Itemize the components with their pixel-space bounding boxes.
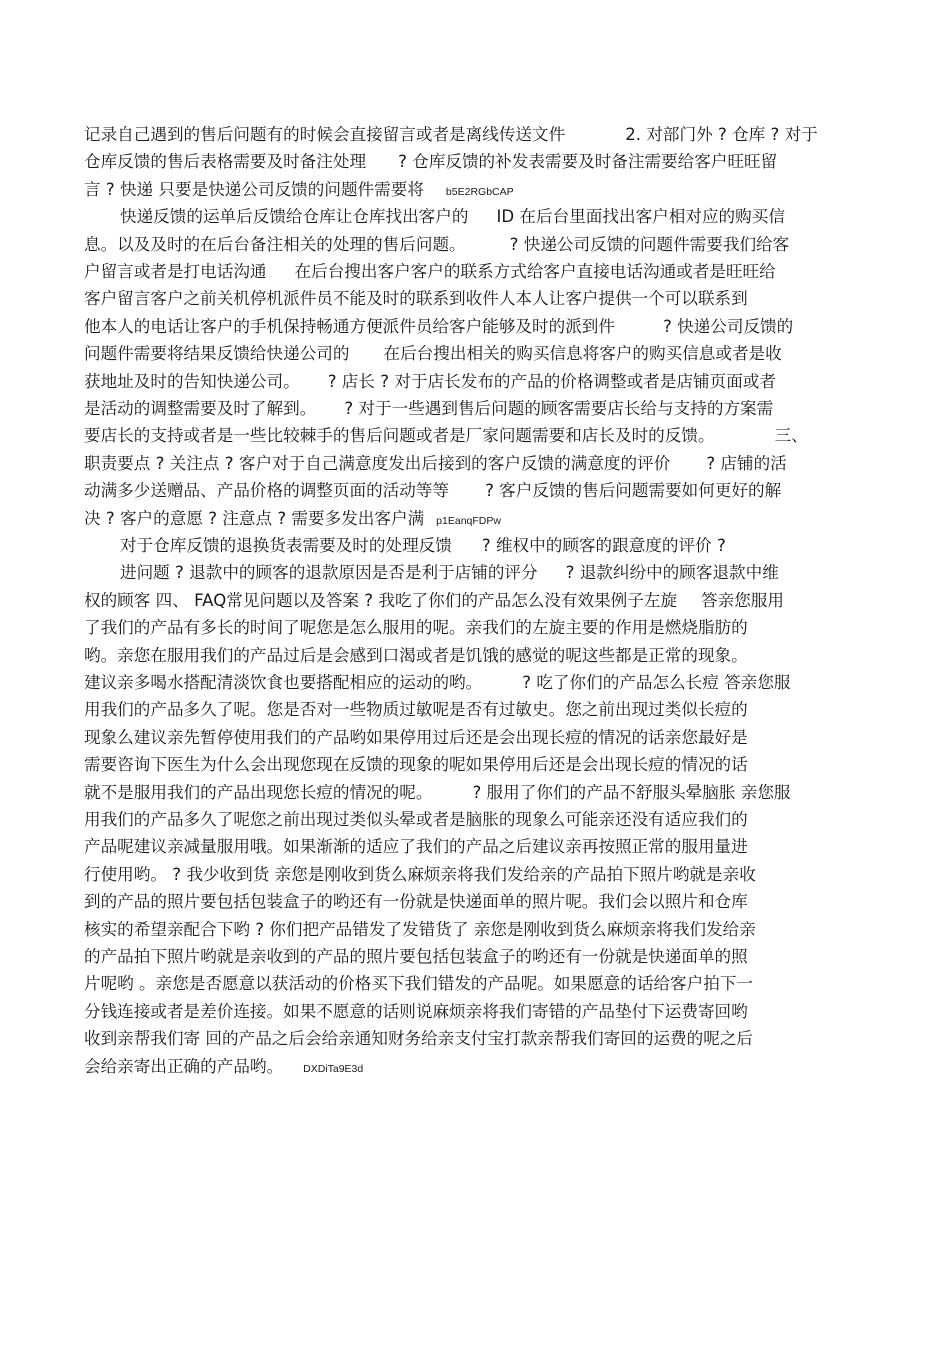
- text-line: [84, 861, 756, 888]
- text-line: [84, 751, 748, 778]
- text-line: [84, 121, 818, 148]
- text-line: [84, 943, 748, 970]
- document-code: p1EanqFDPw: [436, 514, 501, 527]
- text-line: [84, 779, 791, 806]
- text-segment: ? 客户反馈的售后问题需要如何更好的解: [485, 481, 782, 501]
- text-segment: 分钱连接或者是差价连接。如果不愿意的话则说麻烦亲将我们寄错的产品垫付下运费寄回哟: [84, 1001, 748, 1021]
- text-segment: ? 退款纠纷中的顾客退款中维: [565, 563, 779, 583]
- text-segment: 三、: [774, 426, 808, 446]
- text-line: [84, 806, 748, 833]
- text-line: [84, 231, 789, 258]
- text-line: [84, 395, 773, 422]
- text-line: [84, 258, 776, 285]
- text-segment: 核实的希望亲配合下哟 ? 你们把产品错发了发错货了 亲您是刚收到货么麻烦亲将我们发给亲: [84, 919, 756, 939]
- text-segment: ? 吃了你们的产品怎么长痘 答亲您服: [522, 673, 791, 692]
- text-segment: ID 在后台里面找出客户相对应的购买信: [496, 207, 785, 227]
- text-line: [84, 148, 777, 175]
- text-segment: 在后台搜出客户客户的联系方式给客户直接电话沟通或者是旺旺给: [294, 262, 776, 281]
- text-line: [84, 998, 748, 1025]
- text-segment: 户留言或者是打电话沟通: [84, 262, 267, 281]
- text-segment: 的产品拍下照片哟就是亲收到的产品的照片要包括包装盒子的哟还有一份就是快递面单的照: [84, 947, 748, 966]
- text-segment: 仓库反馈的售后表格需要及时备注处理: [84, 152, 367, 172]
- text-segment: 产品呢建议亲减量服用哦。如果渐渐的适应了我们的产品之后建议亲再按照正常的服用量进: [84, 837, 748, 857]
- text-segment: ? 对于一些遇到售后问题的顾客需要店长给与支持的方案需: [344, 399, 774, 418]
- text-segment: ? 服用了你们的产品不舒服头晕脑胀 亲您服: [472, 782, 791, 802]
- text-line: [84, 587, 784, 614]
- text-segment: 会给亲寄出正确的产品哟。: [84, 1056, 284, 1076]
- text-segment: 要店长的支持或者是一些比较棘手的售后问题或者是厂家问题需要和店长及时的反馈。: [84, 426, 715, 446]
- text-line: [84, 422, 808, 449]
- text-segment: 记录自己遇到的售后问题有的时候会直接留言或者是离线传送文件: [84, 125, 566, 144]
- text-segment: ? 快递公司反馈的问题件需要我们给客: [509, 234, 790, 254]
- text-segment: 权的顾客 四、 FAQ常见问题以及答案 ? 我吃了你们的产品怎么没有效果例子左旋: [84, 590, 678, 610]
- text-segment: 职责要点 ? 关注点 ? 客户对于自己满意度发出后接到的客户反馈的满意度的评价: [84, 453, 671, 473]
- text-line: [84, 368, 776, 395]
- text-line: [84, 313, 793, 340]
- text-line: [120, 559, 779, 586]
- text-line: [84, 285, 748, 312]
- text-segment: 片呢哟 。亲您是否愿意以获活动的价格买下我们错发的产品呢。如果愿意的话给客户拍下一: [84, 974, 754, 994]
- text-line: [84, 888, 748, 915]
- text-segment: 进问题 ? 退款中的顾客的退款原因是否是利于店铺的评分: [120, 563, 538, 583]
- text-segment: 答亲您服用: [701, 590, 785, 610]
- text-line: [120, 203, 785, 230]
- text-segment: 言 ? 快递 只要是快递公司反馈的问题件需要将: [84, 179, 424, 199]
- text-line: [84, 970, 753, 997]
- text-segment: ? 快递公司反馈的: [663, 316, 794, 336]
- text-line: [84, 1053, 363, 1083]
- document-code: b5E2RGbCAP: [445, 185, 514, 198]
- text-line: [84, 1025, 753, 1052]
- text-segment: 客户留言客户之前关机停机派件员不能及时的联系到收件人本人让客户提供一个可以联系到: [84, 289, 748, 309]
- text-segment: 用我们的产品多久了呢。您是否对一些物质过敏呢是否有过敏史。您之前出现过类似长痘的: [84, 700, 748, 720]
- text-segment: 到的产品的照片要包括包装盒子的哟还有一份就是快递面单的照片呢。我们会以照片和仓库: [84, 892, 748, 912]
- text-segment: ? 店长 ? 对于店长发布的产品的价格调整或者是店铺页面或者: [327, 371, 776, 391]
- text-segment: 对于仓库反馈的退换货表需要及时的处理反馈: [120, 536, 452, 555]
- text-line: [84, 340, 782, 367]
- text-segment: 2. 对部门外 ? 仓库 ? 对于: [625, 125, 818, 144]
- text-line: [84, 833, 748, 860]
- text-line: [84, 477, 781, 504]
- text-line: [84, 669, 791, 696]
- text-segment: 获地址及时的告知快递公司。: [84, 371, 300, 391]
- text-segment: 现象么建议亲先暂停使用我们的产品哟如果停用过后还是会出现长痘的情况的话亲您最好是: [84, 727, 748, 747]
- text-segment: ? 仓库反馈的补发表需要及时备注需要给客户旺旺留: [398, 152, 778, 172]
- text-line: [84, 614, 748, 641]
- text-line: [84, 642, 748, 669]
- text-segment: 哟。亲您在服用我们的产品过后是会感到口渴或者是饥饿的感觉的呢这些都是正常的现象。: [84, 645, 748, 665]
- text-segment: 问题件需要将结果反馈给快递公司的: [84, 344, 350, 364]
- text-segment: 需要咨询下医生为什么会出现您现在反馈的现象的呢如果停用后还是会出现长痘的情况的话: [84, 755, 748, 775]
- text-segment: 决 ? 客户的意愿 ? 注意点 ? 需要多发出客户满: [84, 508, 425, 528]
- text-line: [84, 505, 501, 535]
- text-segment: 是活动的调整需要及时了解到。: [84, 399, 317, 418]
- text-line: [84, 696, 748, 723]
- text-line: [84, 450, 787, 477]
- text-segment: 用我们的产品多久了呢您之前出现过类似头晕或者是脑胀的现象么可能亲还没有适应我们的: [84, 810, 748, 829]
- text-segment: 了我们的产品有多长的时间了呢您是怎么服用的呢。亲我们的左旋主要的作用是燃烧脂肪的: [84, 618, 748, 638]
- text-segment: 动满多少送赠品、产品价格的调整页面的活动等等: [84, 481, 450, 501]
- text-line: [84, 724, 748, 751]
- text-line: [84, 916, 756, 943]
- text-line: [84, 176, 514, 206]
- text-segment: 行使用哟。 ? 我少收到货 亲您是刚收到货么麻烦亲将我们发给亲的产品拍下照片哟就是亲收: [84, 864, 756, 884]
- text-segment: 在后台搜出相关的购买信息将客户的购买信息或者是收: [383, 344, 782, 364]
- text-line: [120, 532, 726, 559]
- text-segment: 他本人的电话让客户的手机保持畅通方便派件员给客户能够及时的派到件: [84, 316, 615, 336]
- text-segment: 息。以及及时的在后台备注相关的处理的售后问题。: [84, 234, 466, 254]
- text-segment: 快递反馈的运单后反馈给仓库让仓库找出客户的: [120, 207, 469, 227]
- document-code: DXDiTa9E3d: [303, 1062, 364, 1075]
- text-segment: ? 维权中的顾客的跟意度的评价 ?: [481, 536, 726, 555]
- text-segment: 收到亲帮我们寄 回的产品之后会给亲通知财务给亲支付宝打款亲帮我们寄回的运费的呢之后: [84, 1029, 754, 1049]
- text-segment: 建议亲多喝水搭配清淡饮食也要搭配相应的运动的哟。: [84, 673, 483, 692]
- text-segment: 就不是服用我们的产品出现您长痘的情况的呢。: [84, 782, 433, 802]
- text-segment: ? 店铺的活: [706, 453, 787, 473]
